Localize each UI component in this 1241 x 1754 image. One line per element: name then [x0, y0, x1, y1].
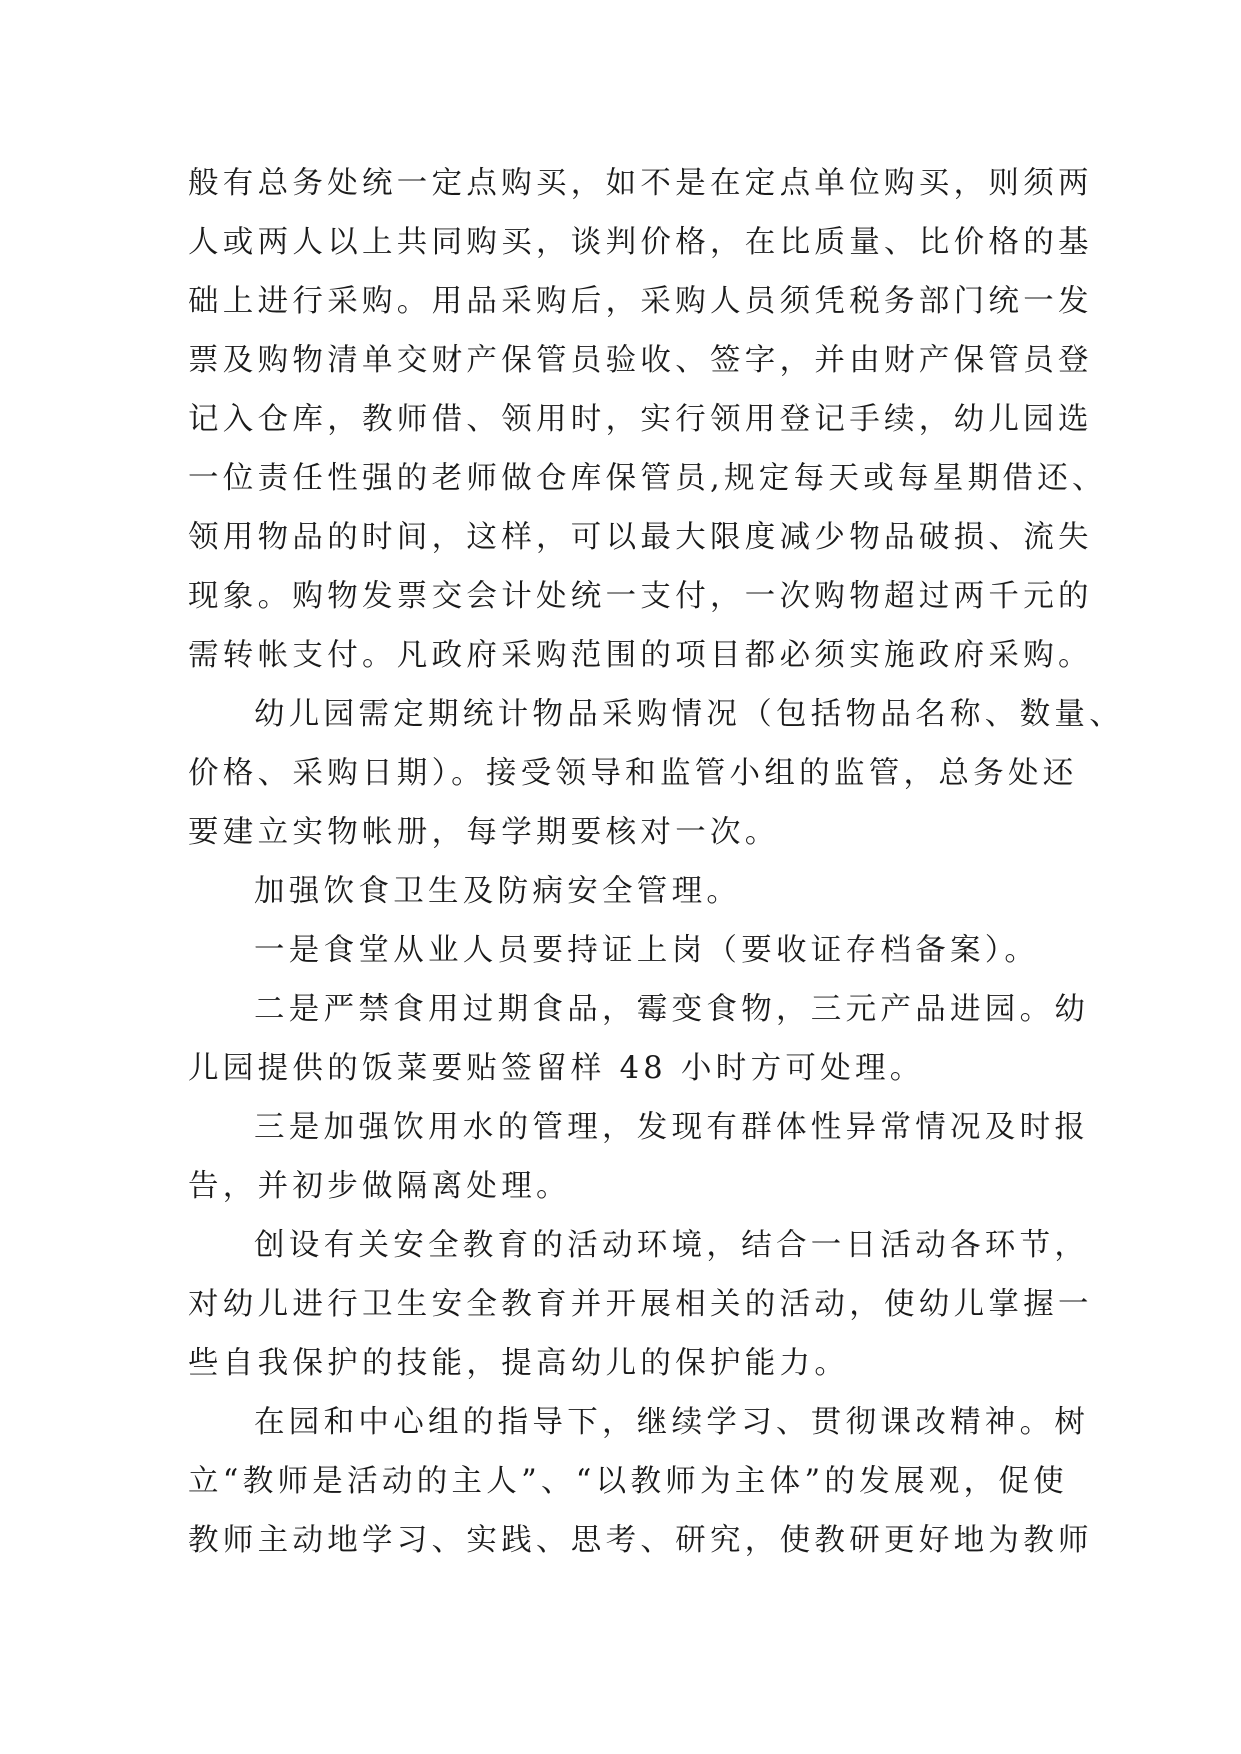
text-line: 告，并初步做隔离处理。 [188, 1169, 571, 1204]
document-body [188, 164, 1124, 1580]
text-line: 一位责任性强的老师做仓库保管员,规定每天或每星期借还、 [188, 461, 1107, 496]
text-line: 三是加强饮用水的管理，发现有群体性异常情况及时报 [254, 1110, 1090, 1145]
text-line: 价格、采购日期）。接受领导和监管小组的监管，总务处还 [188, 756, 1078, 791]
text-line: 人或两人以上共同购买，谈判价格，在比质量、比价格的基 [188, 225, 1093, 260]
text-line: 般有总务处统一定点购买，如不是在定点单位购买，则须两 [188, 166, 1093, 201]
text-line: 创设有关安全教育的活动环境，结合一日活动各环节， [254, 1228, 1090, 1263]
text-line: 现象。购物发票交会计处统一支付，一次购物超过两千元的 [188, 579, 1093, 614]
text-line: 础上进行采购。用品采购后，采购人员须凭税务部门统一发 [188, 284, 1093, 319]
text-line: 幼儿园需定期统计物品采购情况（包括物品名称、数量、 [254, 697, 1124, 732]
text-line: 立“教师是活动的主人”、“以教师为主体”的发展观，促使 [188, 1464, 1068, 1499]
text-line: 在园和中心组的指导下，继续学习、贯彻课改精神。树 [254, 1405, 1090, 1440]
text-line: 票及购物清单交财产保管员验收、签字，并由财产保管员登 [188, 343, 1093, 378]
text-line: 儿园提供的饭菜要贴签留样 48 小时方可处理。 [188, 1051, 925, 1086]
text-line: 领用物品的时间，这样，可以最大限度减少物品破损、流失 [188, 520, 1093, 555]
text-line: 教师主动地学习、实践、思考、研究，使教研更好地为教师 [188, 1523, 1093, 1558]
text-line: 对幼儿进行卫生安全教育并开展相关的活动，使幼儿掌握一 [188, 1287, 1093, 1322]
text-line: 些自我保护的技能，提高幼儿的保护能力。 [188, 1346, 850, 1381]
text-line: 一是食堂从业人员要持证上岗（要收证存档备案）。 [254, 933, 1040, 968]
text-line: 需转帐支付。凡政府采购范围的项目都必须实施政府采购。 [188, 638, 1093, 673]
text-line: 要建立实物帐册，每学期要核对一次。 [188, 815, 780, 850]
text-line: 加强饮食卫生及防病安全管理。 [254, 874, 742, 909]
text-line: 二是严禁食用过期食品，霉变食物，三元产品进园。幼 [254, 992, 1090, 1027]
text-line: 记入仓库，教师借、领用时，实行领用登记手续，幼儿园选 [188, 402, 1093, 437]
